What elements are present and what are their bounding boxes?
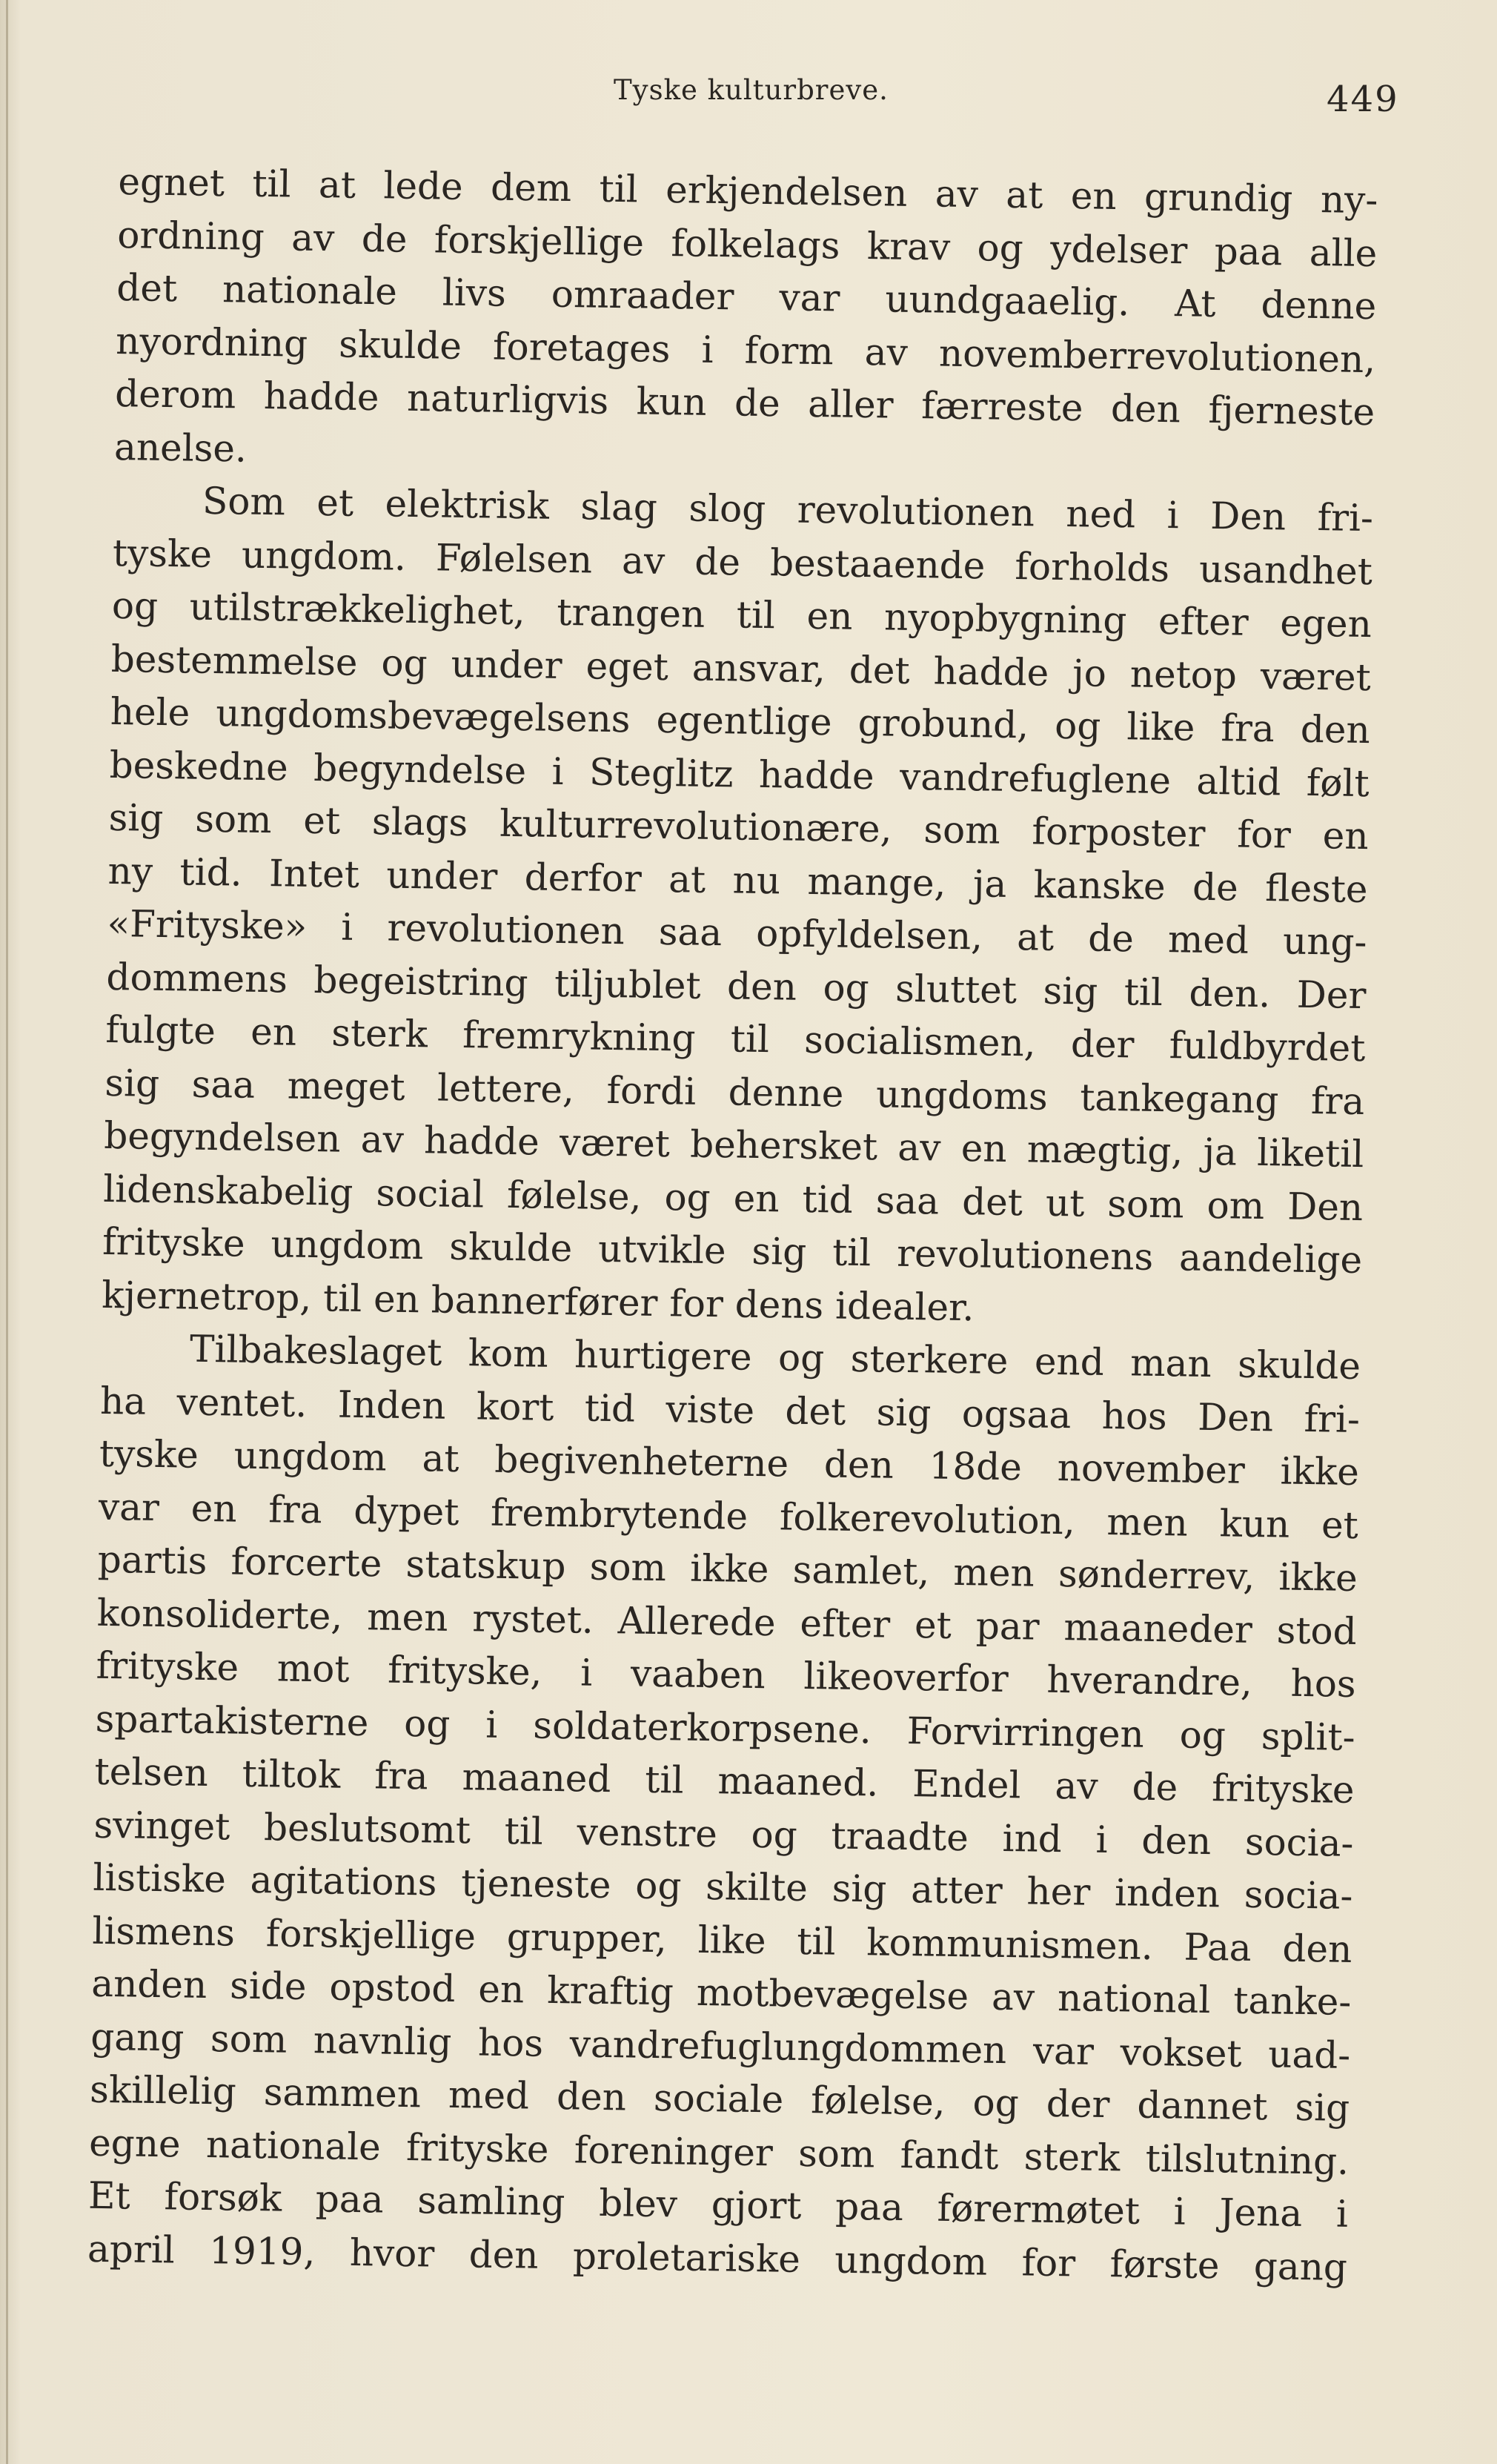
text-line: derom hadde naturligvis kun de aller færreste den fjerneste (114, 371, 1375, 434)
page-number: 449 (1327, 79, 1399, 120)
text-line: dommens begeistring tiljublet den og sluttet sig til den. Der (106, 955, 1367, 1017)
text-line: gang som navnlig hos vandrefuglungdommen var vokset uad- (90, 2015, 1351, 2077)
text-line: fulgte en sterk fremrykning til socialismen, der fuldbyrdet (105, 1007, 1366, 1070)
text-line: april 1919, hvor den proletariske ungdom for første gang (87, 2227, 1348, 2289)
paragraph-start-line: Tilbakeslaget kom hurtigere og sterkere end man skulde (189, 1327, 1361, 1388)
text-line: beskedne begyndelse i Steglitz hadde vandrefuglene altid følt (109, 743, 1370, 805)
text-line: skillelig sammen med den sociale følelse, og der dannet sig (89, 2067, 1350, 2130)
text-line: lismens forskjellige grupper, like til kommunismen. Paa den (92, 1909, 1352, 1971)
text-line: og utilstrækkelighet, trangen til en nyopbygning efter egen (111, 583, 1372, 646)
text-line: svinget beslutsomt til venstre og traadte ind i den socia- (93, 1803, 1354, 1865)
text-line: ha ventet. Inden kort tid viste det sig ogsaa hos Den fri- (99, 1379, 1361, 1441)
text-line: ordning av de forskjellige folkelags krav og ydelser paa alle (116, 213, 1378, 275)
text-line: sig saa meget lettere, fordi denne ungdoms tankegang fra (104, 1061, 1365, 1123)
text-line: telsen tiltok fra maaned til maaned. Endel av de frityske (94, 1749, 1355, 1812)
text-line: tyske ungdom at begivenheterne den 18de november ikke (99, 1431, 1360, 1494)
text-line: listiske agitations tjeneste og skilte sig atter her inden socia- (93, 1855, 1353, 1918)
text-line: begyndelsen av hadde været behersket av en mægtig, ja liketil (103, 1113, 1364, 1176)
paragraph-start-line: Som et elektrisk slag slog revolutionen ned i Den fri- (202, 479, 1374, 540)
text-line: kjernetrop, til en bannerfører for dens idealer. (101, 1273, 975, 1329)
text-line: spartakisterne og i soldaterkorpsene. Forvirringen og split- (95, 1697, 1355, 1759)
text-line: hele ungdomsbevægelsens egentlige grobund, og like fra den (110, 689, 1371, 752)
text-line: det nationale livs omraader var uundgaaelig. At denne (116, 265, 1377, 328)
text-line: lidenskabelig social følelse, og en tid saa det ut som om Den (102, 1167, 1364, 1229)
text-line: anden side opstod en kraftig motbevægelse av national tanke- (90, 1961, 1352, 2024)
text-line: egne nationale frityske foreninger som fandt sterk tilslutning. (88, 2121, 1350, 2183)
text-line: anelse. (113, 425, 248, 471)
text-line: konsoliderte, men rystet. Allerede efter et par maaneder stod (96, 1591, 1358, 1653)
text-line: frityske mot frityske, i vaaben likeoverfor hverandre, hos (96, 1643, 1357, 1706)
text-line: egnet til at lede dem til erkjendelsen av at en grundig ny- (118, 159, 1378, 222)
running-head (0, 65, 1497, 120)
text-line: sig som et slags kulturrevolutionære, som forposter for en (108, 795, 1369, 858)
text-line: nyordning skulde foretages i form av novemberrevolutionen, (115, 319, 1376, 381)
text-line: tyske ungdom. Følelsen av de bestaaende forholds usandhet (112, 531, 1373, 593)
text-line: Et forsøk paa samling blev gjort paa førermøtet i Jena i (87, 2173, 1349, 2236)
body-text (87, 156, 1378, 2294)
running-title: Tyske kulturbreve. (614, 74, 889, 106)
text-line: partis forcerte statskup som ikke samlet, men sønderrev, ikke (97, 1537, 1358, 1600)
text-line: bestemmelse og under eget ansvar, det hadde jo netop været (110, 637, 1372, 699)
page-gutter-edge (6, 0, 8, 2464)
text-line: frityske ungdom skulde utvikle sig til revolutionens aandelige (102, 1219, 1363, 1282)
text-line: ny tid. Intet under derfor at nu mange, ja kanske de fleste (107, 849, 1368, 911)
text-line: var en fra dypet frembrytende folkerevolution, men kun et (98, 1485, 1359, 1547)
text-line: «Frityske» i revolutionen saa opfyldelsen, at de med ung- (107, 901, 1367, 964)
